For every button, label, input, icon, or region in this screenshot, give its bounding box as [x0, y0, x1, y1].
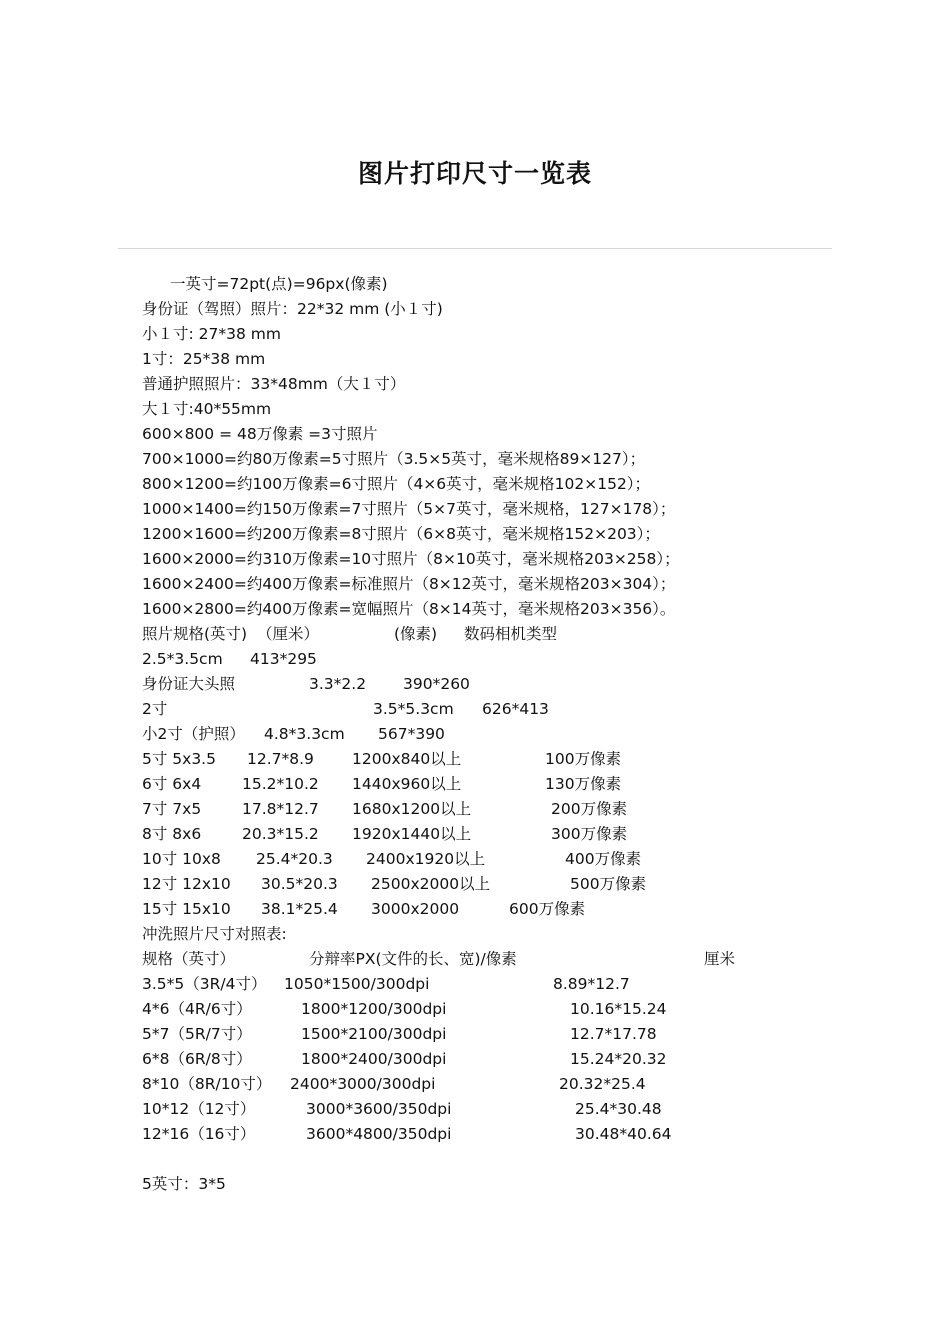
table-row: 12*16（16寸） 3600*4800/350dpi 30.48*40.64: [142, 1125, 672, 1143]
header-cell: 数码相机类型: [464, 625, 558, 643]
text-line: 1000×1400=约150万像素=7寸照片（5×7英寸，毫米规格，127×178）；: [142, 500, 676, 518]
table-row: 2寸 3.5*5.3cm 626*413: [142, 700, 549, 718]
document-body: [142, 272, 932, 1197]
header-cell: 厘米: [704, 950, 736, 968]
text-line: 普通护照照片：33*48mm（大１寸）: [142, 375, 406, 393]
header-cell: 规格（英寸）: [142, 950, 236, 968]
table-row: 7寸 7x5 17.8*12.7 1680x1200以上 200万像素: [142, 800, 628, 818]
header-cell: 照片规格(英寸) （厘米）: [142, 625, 319, 643]
print-table-header: [142, 947, 932, 972]
text-line: 身份证（驾照）照片：22*32 mm (小１寸): [142, 300, 443, 318]
table-row: 8寸 8x6 20.3*15.2 1920x1440以上 300万像素: [142, 825, 628, 843]
photo-table-header: [142, 622, 932, 647]
table-row: 5*7（5R/7寸） 1500*2100/300dpi 12.7*17.78: [142, 1025, 657, 1043]
text-line: 1600×2400=约400万像素=标准照片（8×12英寸，毫米规格203×304）；: [142, 575, 676, 593]
blank-line: [142, 1147, 932, 1172]
text-line: 700×1000=约80万像素=5寸照片（3.5×5英寸，毫米规格89×127）；: [142, 450, 646, 468]
text-line: 600×800 = 48万像素 =3寸照片: [142, 425, 378, 443]
text-line: 1600×2000=约310万像素=10寸照片（8×10英寸，毫米规格203×258）；: [142, 550, 680, 568]
title-divider: [118, 248, 832, 249]
header-cell: 分辩率PX(文件的长、宽)/像素: [309, 950, 517, 968]
table-row: 小2寸（护照） 4.8*3.3cm 567*390: [142, 725, 445, 743]
table-row: 10寸 10x8 25.4*20.3 2400x1920以上 400万像素: [142, 850, 642, 868]
text-line: 1寸：25*38 mm: [142, 350, 266, 368]
table-row: 8*10（8R/10寸） 2400*3000/300dpi 20.32*25.4: [142, 1075, 646, 1093]
table-row: 5寸 5x3.5 12.7*8.9 1200x840以上 100万像素: [142, 750, 622, 768]
text-line: 一英寸=72pt(点)=96px(像素): [170, 275, 388, 293]
table-row: 15寸 15x10 38.1*25.4 3000x2000 600万像素: [142, 900, 586, 918]
footer-line: 5英寸：3*5: [142, 1175, 226, 1193]
text-line: 大１寸:40*55mm: [142, 400, 272, 418]
table-row: 4*6（4R/6寸） 1800*1200/300dpi 10.16*15.24: [142, 1000, 667, 1018]
header-cell: (像素): [394, 625, 438, 643]
table-row: 3.5*5（3R/4寸） 1050*1500/300dpi 8.89*12.7: [142, 975, 630, 993]
table-row: 2.5*3.5cm 413*295: [142, 650, 317, 668]
table-row: 身份证大头照 3.3*2.2 390*260: [142, 675, 470, 693]
table-row: 12寸 12x10 30.5*20.3 2500x2000以上 500万像素: [142, 875, 647, 893]
table-row: 10*12（12寸） 3000*3600/350dpi 25.4*30.48: [142, 1100, 662, 1118]
page-title: 图片打印尺寸一览表: [357, 159, 592, 188]
text-line: 1200×1600=约200万像素=8寸照片（6×8英寸，毫米规格152×203）；: [142, 525, 660, 543]
text-line: 800×1200=约100万像素=6寸照片（4×6英寸，毫米规格102×152）；: [142, 475, 651, 493]
text-line: 小１寸: 27*38 mm: [142, 325, 281, 343]
print-table-caption: 冲洗照片尺寸对照表:: [142, 925, 287, 943]
table-row: 6寸 6x4 15.2*10.2 1440x960以上 130万像素: [142, 775, 622, 793]
text-line: 1600×2800=约400万像素=宽幅照片（8×14英寸，毫米规格203×356）。: [142, 600, 676, 618]
table-row: 6*8（6R/8寸） 1800*2400/300dpi 15.24*20.32: [142, 1050, 667, 1068]
